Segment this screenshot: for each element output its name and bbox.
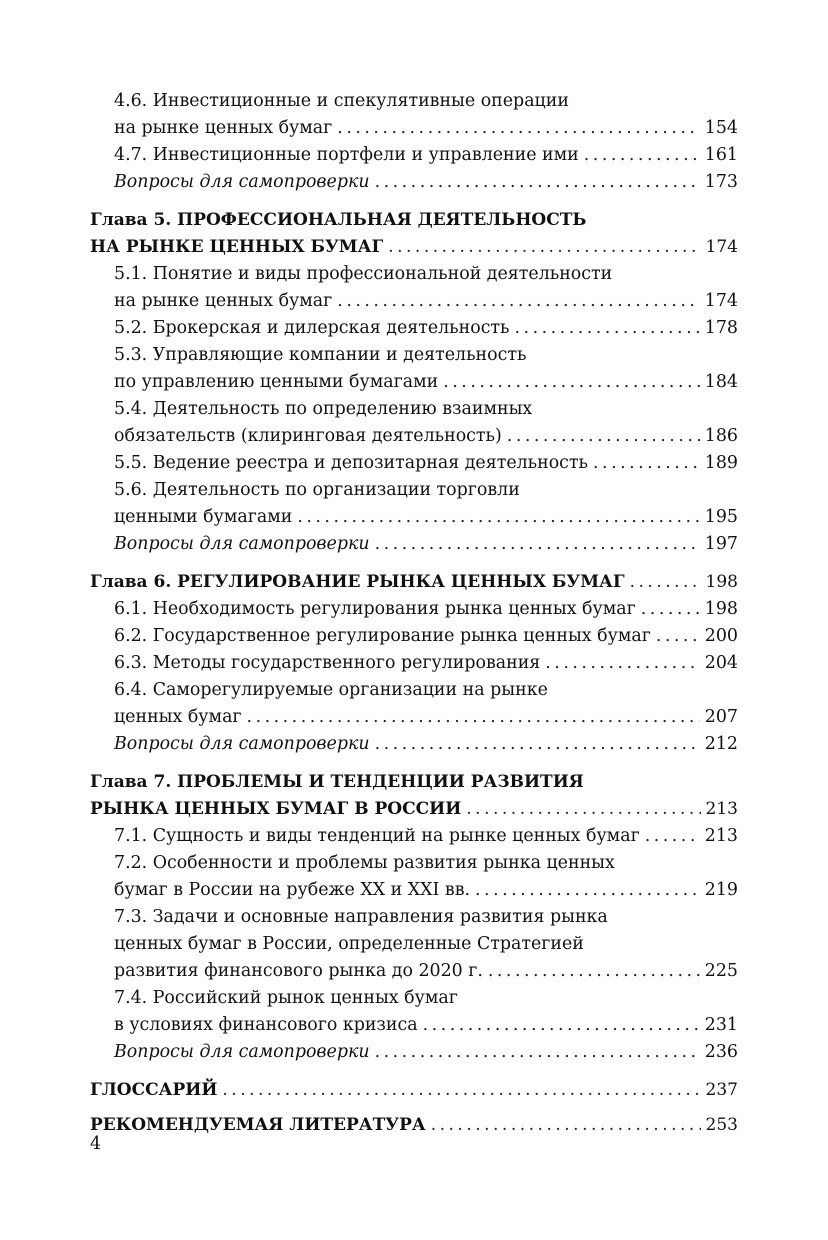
- toc-entry-title-line: 5.4. Деятельность по определению взаимных: [114, 399, 533, 419]
- toc-entry-title-line: ценными бумагами: [114, 507, 293, 527]
- toc-page-number: 154: [704, 118, 738, 138]
- toc-entry-title-line: в условиях финансового кризиса: [114, 1015, 418, 1035]
- toc-entry-title: 5.2. Брокерская и дилерская деятельность: [114, 318, 510, 338]
- toc-entry-title: 6.2. Государственное регулирование рынка ценных бумаг: [114, 626, 651, 646]
- toc-literature: [90, 1112, 738, 1139]
- toc-entry-title-line: 5.1. Понятие и виды профессиональной деятельности: [114, 264, 613, 284]
- toc-chapter-6: [90, 569, 738, 596]
- dot-leader: [630, 569, 701, 596]
- dot-leader: [423, 1012, 700, 1039]
- dot-leader: [247, 704, 700, 731]
- toc-chapter-7: [90, 769, 738, 823]
- toc-page-number: 236: [704, 1042, 738, 1062]
- toc-page-number: 253: [705, 1115, 738, 1135]
- toc-page-number: 178: [704, 318, 738, 338]
- dot-leader: [443, 369, 700, 396]
- toc-entry-title: Вопросы для самопроверки: [114, 734, 370, 754]
- toc-page-number: 174: [704, 291, 738, 311]
- toc-entry-questions-5: [90, 531, 738, 558]
- toc-entry-title: 4.7. Инвестиционные портфели и управление ими: [114, 145, 579, 165]
- toc-page-number: 198: [704, 599, 738, 619]
- toc-entry-5-3: [90, 342, 738, 396]
- toc-entry-questions-7: [90, 1039, 738, 1066]
- dot-leader: [641, 596, 700, 623]
- toc-entry-title-line: обязательств (клиринговая деятельность): [114, 426, 502, 446]
- toc-entry-title-line: по управлению ценными бумагами: [114, 372, 439, 392]
- dot-leader: [656, 623, 700, 650]
- toc-entry-5-4: [90, 396, 738, 450]
- toc-entry-title: Вопросы для самопроверки: [114, 172, 370, 192]
- dot-leader: [375, 531, 700, 558]
- toc-entry-title: 6.1. Необходимость регулирования рынка ценных бумаг: [114, 599, 636, 619]
- toc-entry-title-line: ценных бумаг: [114, 707, 242, 727]
- dot-leader: [466, 796, 700, 823]
- toc-entry-title-line: 7.3. Задачи и основные направления развития рынка: [114, 907, 608, 927]
- toc-entry-7-3: [90, 904, 738, 985]
- toc-page-number: 184: [704, 372, 738, 392]
- toc-page-number: 213: [704, 826, 738, 846]
- dot-leader: [337, 115, 700, 142]
- dot-leader: [515, 315, 700, 342]
- toc-chapter-title: ГЛОССАРИЙ: [90, 1080, 218, 1100]
- dot-leader: [375, 169, 700, 196]
- toc-page-number: 186: [704, 426, 738, 446]
- toc-entry-title-line: бумаг в России на рубеже XX и XXI вв.: [114, 880, 471, 900]
- toc-entry-4-6: [90, 88, 738, 142]
- toc-entry-title-line: на рынке ценных бумаг: [114, 291, 333, 311]
- toc-page-number: 197: [704, 534, 738, 554]
- toc-page-number: 200: [704, 626, 738, 646]
- toc-entry-6-2: [90, 623, 738, 650]
- dot-leader: [388, 234, 700, 261]
- page-number: 4: [90, 1134, 102, 1154]
- toc-page-number: 237: [705, 1080, 738, 1100]
- toc-entry-title: Вопросы для самопроверки: [114, 534, 370, 554]
- toc-entry-4-7: [90, 142, 738, 169]
- toc-page-number: 204: [704, 653, 738, 673]
- toc-page-number: 231: [704, 1015, 738, 1035]
- toc-page-number: 219: [704, 880, 738, 900]
- toc-entry-title: 6.3. Методы государственного регулирования: [114, 653, 541, 673]
- toc-entry-5-6: [90, 477, 738, 531]
- toc-page-number: 213: [705, 799, 738, 819]
- toc-page-number: 198: [705, 572, 738, 592]
- toc-entry-title: 5.5. Ведение реестра и депозитарная деятельность: [114, 453, 589, 473]
- toc-entry-title-line: на рынке ценных бумаг: [114, 118, 333, 138]
- toc-entry-title-line: 4.6. Инвестиционные и спекулятивные операции: [114, 91, 569, 111]
- toc-chapter-title-line: Глава 5. ПРОФЕССИОНАЛЬНАЯ ДЕЯТЕЛЬНОСТЬ: [90, 210, 587, 230]
- toc-entry-title-line: 5.3. Управляющие компании и деятельность: [114, 345, 527, 365]
- toc-entry-7-4: [90, 985, 738, 1039]
- dot-leader: [375, 1039, 700, 1066]
- table-of-contents: [90, 88, 738, 1139]
- dot-leader: [545, 650, 700, 677]
- toc-entry-questions-4: [90, 169, 738, 196]
- toc-page-number: 174: [705, 237, 738, 257]
- toc-chapter-5: [90, 207, 738, 261]
- dot-leader: [645, 823, 700, 850]
- toc-chapter-title-line: Глава 7. ПРОБЛЕМЫ И ТЕНДЕНЦИИ РАЗВИТИЯ: [90, 772, 584, 792]
- dot-leader: [297, 504, 699, 531]
- dot-leader: [507, 423, 700, 450]
- toc-entry-title-line: 6.4. Саморегулируемые организации на рынке: [114, 680, 548, 700]
- toc-entry-title-line: 7.2. Особенности и проблемы развития рынка ценных: [114, 853, 615, 873]
- toc-entry-questions-6: [90, 731, 738, 758]
- toc-entry-title-line: развития финансового рынка до 2020 г.: [114, 961, 483, 981]
- toc-chapter-title: Глава 6. РЕГУЛИРОВАНИЕ РЫНКА ЦЕННЫХ БУМАГ: [90, 572, 625, 592]
- toc-entry-6-4: [90, 677, 738, 731]
- dot-leader: [475, 877, 700, 904]
- toc-page-number: 225: [704, 961, 738, 981]
- toc-entry-6-3: [90, 650, 738, 677]
- dot-leader: [431, 1112, 701, 1139]
- dot-leader: [593, 450, 700, 477]
- toc-entry-title: Вопросы для самопроверки: [114, 1042, 370, 1062]
- toc-entry-6-1: [90, 596, 738, 623]
- dot-leader: [375, 731, 700, 758]
- toc-page-number: 189: [704, 453, 738, 473]
- toc-entry-5-2: [90, 315, 738, 342]
- toc-entry-title: 7.1. Сущность и виды тенденций на рынке ценных бумаг: [114, 826, 640, 846]
- toc-entry-title-line: ценных бумаг в России, определенные Стратегией: [114, 934, 584, 954]
- toc-glossary: [90, 1077, 738, 1104]
- dot-leader: [488, 958, 700, 985]
- toc-entry-title-line: 5.6. Деятельность по организации торговли: [114, 480, 520, 500]
- dot-leader: [222, 1077, 700, 1104]
- toc-chapter-title-line: НА РЫНКЕ ЦЕННЫХ БУМАГ: [90, 237, 384, 257]
- toc-entry-7-1: [90, 823, 738, 850]
- toc-page-number: 161: [704, 145, 738, 165]
- toc-page-number: 173: [704, 172, 738, 192]
- toc-chapter-title: РЕКОМЕНДУЕМАЯ ЛИТЕРАТУРА: [90, 1115, 426, 1135]
- dot-leader: [337, 288, 700, 315]
- toc-chapter-title-line: РЫНКА ЦЕННЫХ БУМАГ В РОССИИ: [90, 799, 462, 819]
- dot-leader: [584, 142, 700, 169]
- toc-entry-5-5: [90, 450, 738, 477]
- toc-entry-5-1: [90, 261, 738, 315]
- toc-entry-title-line: 7.4. Российский рынок ценных бумаг: [114, 988, 458, 1008]
- toc-entry-7-2: [90, 850, 738, 904]
- toc-page-number: 195: [704, 507, 738, 527]
- toc-page-number: 207: [704, 707, 738, 727]
- toc-page-number: 212: [704, 734, 738, 754]
